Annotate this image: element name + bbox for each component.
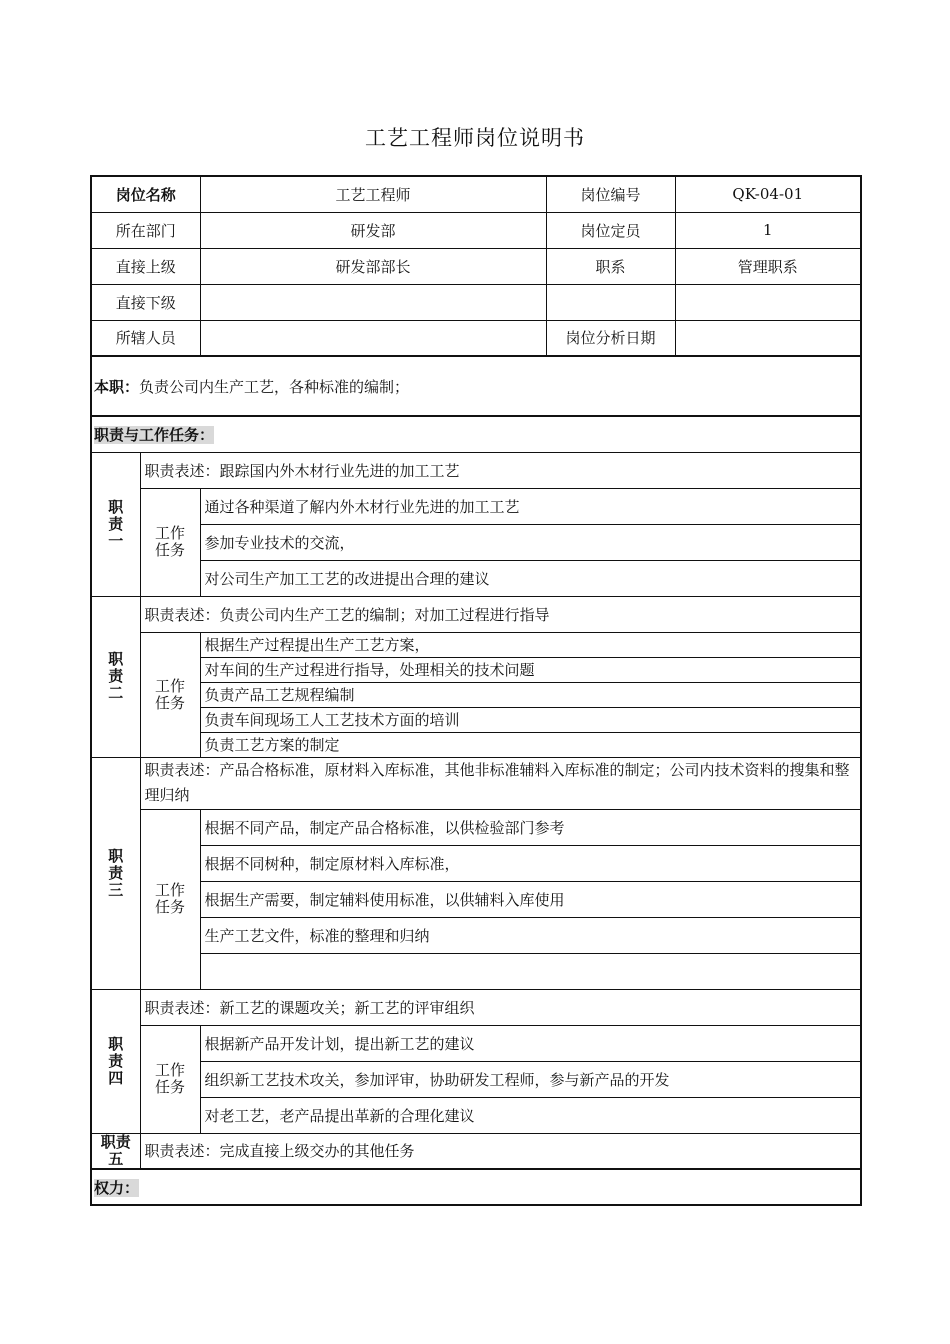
duty-label-char: 责: [108, 863, 124, 882]
superior-label: 直接上级: [91, 248, 200, 284]
task-label-line: 工作: [155, 676, 186, 695]
position-code-value: QK-04-01: [675, 176, 861, 212]
task-row: [91, 809, 861, 845]
power-section: [91, 1169, 861, 1205]
duty-label-char: 三: [108, 880, 124, 899]
position-code-label: 岗位编号: [546, 176, 675, 212]
analysis-date-value: [675, 320, 861, 356]
headcount-value: 1: [675, 212, 861, 248]
task-label-line: 任务: [155, 693, 186, 712]
position-name-label: 岗位名称: [91, 176, 200, 212]
task-item: 根据不同产品，制定产品合格标准，以供检验部门参考: [200, 809, 861, 845]
task-label: [140, 809, 200, 989]
task-label: [140, 632, 200, 757]
info-row: [91, 320, 861, 356]
main-duty-text: 负责公司内生产工艺，各种标准的编制；: [139, 377, 410, 396]
task-row: [91, 1061, 861, 1097]
task-item: 负责车间现场工人工艺技术方面的培训: [200, 707, 861, 732]
duty-label-char: 四: [108, 1068, 124, 1087]
empty-cell: [675, 284, 861, 320]
info-row: [91, 212, 861, 248]
duty-3-label: [91, 757, 140, 989]
task-item: 通过各种渠道了解内外木材行业先进的加工工艺: [200, 488, 861, 524]
subordinate-value: [200, 284, 546, 320]
position-name-value: 工艺工程师: [200, 176, 546, 212]
info-row: [91, 284, 861, 320]
staff-label: 所辖人员: [91, 320, 200, 356]
task-row: [91, 707, 861, 732]
duty-label-char: 职: [108, 1034, 124, 1053]
superior-value: 研发部部长: [200, 248, 546, 284]
task-row: [91, 657, 861, 682]
duty-label-char: 责: [108, 1051, 124, 1070]
duty-label-char: 职: [108, 650, 124, 668]
task-row: [91, 488, 861, 524]
task-label-line: 任务: [155, 541, 186, 559]
task-row: [91, 560, 861, 596]
task-item: 对公司生产加工工艺的改进提出合理的建议: [200, 560, 861, 596]
main-duty-row: [91, 356, 861, 416]
task-label-line: 任务: [155, 1078, 186, 1096]
duty-desc-row: [91, 1133, 861, 1169]
duty-label-char: 职责: [100, 1133, 131, 1151]
task-item: [200, 953, 861, 989]
task-item: 根据生产过程提出生产工艺方案，: [200, 632, 861, 657]
task-label-line: 任务: [155, 898, 186, 916]
analysis-date-label: 岗位分析日期: [546, 320, 675, 356]
task-item: 生产工艺文件，标准的整理和归纳: [200, 917, 861, 953]
duty-4-label: [91, 989, 140, 1133]
task-item: 组织新工艺技术攻关，参加评审，协助研发工程师，参与新产品的开发: [200, 1061, 861, 1097]
info-row: [91, 176, 861, 212]
main-duty: [91, 356, 861, 416]
empty-cell: [546, 284, 675, 320]
task-item: 负责工艺方案的制定: [200, 732, 861, 757]
duty-2-description: 职责表述：负责公司内生产工艺的编制；对加工过程进行指导: [140, 596, 861, 632]
task-label: [140, 1025, 200, 1133]
duties-header-label: 职责与工作任务：: [94, 425, 215, 444]
duty-label-char: 职: [108, 497, 124, 516]
task-row: [91, 953, 861, 989]
task-item: 根据新产品开发计划，提出新工艺的建议: [200, 1025, 861, 1061]
task-item: 根据生产需要，制定辅料使用标准，以供辅料入库使用: [200, 881, 861, 917]
duty-4-description: 职责表述：新工艺的课题攻关；新工艺的评审组织: [140, 989, 861, 1025]
duty-label-char: 二: [108, 684, 124, 702]
task-row: [91, 881, 861, 917]
department-label: 所在部门: [91, 212, 200, 248]
duties-header: [91, 416, 861, 452]
duty-1-label: [91, 452, 140, 596]
task-item: 根据不同树种，制定原材料入库标准，: [200, 845, 861, 881]
duty-2-label: [91, 596, 140, 757]
job-series-value: 管理职系: [675, 248, 861, 284]
job-series-label: 职系: [546, 248, 675, 284]
task-item: 对车间的生产过程进行指导，处理相关的技术问题: [200, 657, 861, 682]
duty-3-description: 职责表述：产品合格标准，原材料入库标准，其他非标准辅料入库标准的制定；公司内技术资料的搜集和整理归纳: [140, 757, 861, 809]
duty-5-label: [91, 1133, 140, 1169]
task-row: [91, 732, 861, 757]
staff-value: [200, 320, 546, 356]
task-label-line: 工作: [155, 881, 186, 899]
task-label-line: 工作: [155, 1061, 186, 1079]
duty-desc-row: [91, 989, 861, 1025]
task-row: [91, 682, 861, 707]
duty-desc-row: [91, 757, 861, 809]
headcount-label: 岗位定员: [546, 212, 675, 248]
duties-header-row: [91, 416, 861, 452]
duty-desc-row: [91, 596, 861, 632]
power-row: [91, 1169, 861, 1205]
duty-label-char: 一: [108, 531, 124, 550]
task-item: 对老工艺，老产品提出革新的合理化建议: [200, 1097, 861, 1133]
task-label-line: 工作: [155, 524, 186, 542]
duty-desc-row: [91, 452, 861, 488]
task-item: 参加专业技术的交流，: [200, 524, 861, 560]
info-row: [91, 248, 861, 284]
power-label: 权力：: [94, 1178, 140, 1197]
job-description-table: [90, 175, 862, 1206]
duty-5-description: 职责表述：完成直接上级交办的其他任务: [140, 1133, 861, 1169]
task-label: [140, 488, 200, 596]
task-item: 负责产品工艺规程编制: [200, 682, 861, 707]
department-value: 研发部: [200, 212, 546, 248]
task-row: [91, 632, 861, 657]
subordinate-label: 直接下级: [91, 284, 200, 320]
duty-label-char: 责: [108, 514, 124, 533]
task-row: [91, 1097, 861, 1133]
task-row: [91, 845, 861, 881]
task-row: [91, 524, 861, 560]
duty-label-char: 责: [108, 667, 124, 685]
page-title: 工艺工程师岗位说明书: [365, 126, 585, 150]
main-duty-label: 本职：: [94, 377, 140, 396]
duty-1-description: 职责表述：跟踪国内外木材行业先进的加工工艺: [140, 452, 861, 488]
duty-label-char: 五: [108, 1149, 124, 1168]
task-row: [91, 917, 861, 953]
task-row: [91, 1025, 861, 1061]
duty-label-char: 职: [108, 846, 124, 865]
